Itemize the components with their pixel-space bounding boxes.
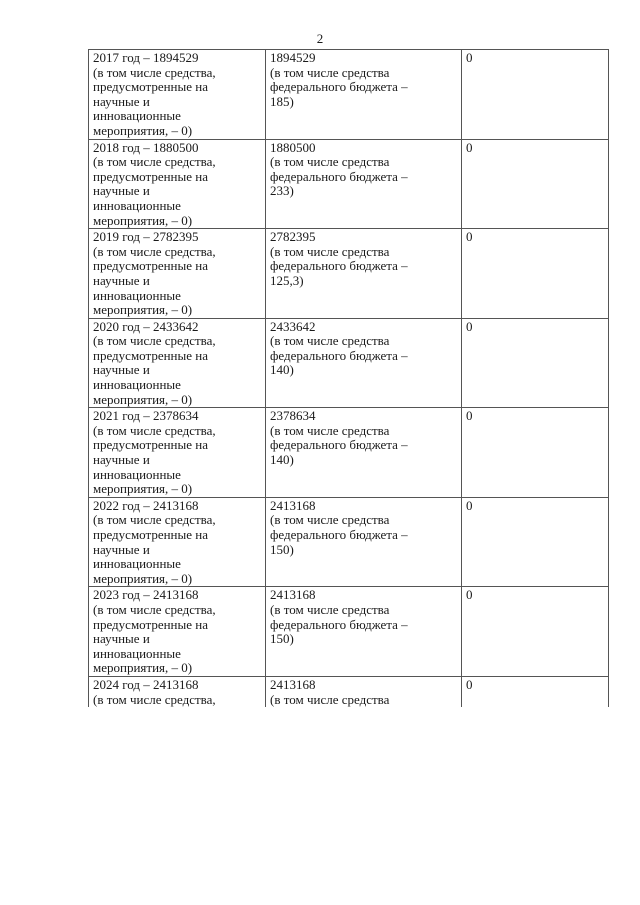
cell-text-line: инновационные <box>93 645 181 661</box>
cell-text-line: инновационные <box>93 466 181 482</box>
cell-text-line: 125,3) <box>270 272 304 288</box>
cell-text-line: инновационные <box>93 556 181 572</box>
year-total-cell <box>89 139 266 229</box>
cell-text-line: 0 <box>466 408 473 424</box>
cell-text-line: (в том числе средства <box>270 422 390 438</box>
regional-budget-cell <box>266 229 462 319</box>
budget-table-body <box>89 50 609 708</box>
cell-text-line: инновационные <box>93 108 181 124</box>
page-number: 2 <box>316 31 324 46</box>
cell-text-line: 0 <box>466 139 473 155</box>
year-total-cell <box>89 408 266 498</box>
cell-text-line: мероприятия, – 0) <box>93 302 193 318</box>
other-sources-cell <box>462 318 609 408</box>
budget-table <box>88 49 609 707</box>
cell-text-line: 2021 год – 2378634 <box>93 408 199 424</box>
cell-text-line: предусмотренные на <box>93 347 209 363</box>
cell-text-line: (в том числе средства, <box>93 154 216 170</box>
cell-text-line: (в том числе средства, <box>93 243 216 259</box>
year-total-cell <box>89 50 266 140</box>
table-row <box>89 318 609 408</box>
cell-text-line: мероприятия, – 0) <box>93 481 193 497</box>
cell-text-line: предусмотренные на <box>93 616 209 632</box>
cell-text-line: научные и <box>93 541 150 557</box>
other-sources-cell <box>462 408 609 498</box>
cell-text-line: инновационные <box>93 287 181 303</box>
cell-text-line: 140) <box>270 362 294 378</box>
cell-text-line: мероприятия, – 0) <box>93 570 193 586</box>
cell-text-line: 185) <box>270 93 294 109</box>
cell-text-line: предусмотренные на <box>93 527 209 542</box>
cell-text-line: (в том числе средства <box>270 243 390 259</box>
cell-text-line: (в том числе средства, <box>93 64 216 80</box>
other-sources-cell <box>462 497 609 587</box>
cell-text-line: 0 <box>466 229 473 245</box>
table-row <box>89 50 609 140</box>
cell-text-line: (в том числе средства, <box>93 601 216 617</box>
cell-text-line: (в том числе средства <box>270 512 390 528</box>
cell-text-line: 0 <box>466 497 473 513</box>
regional-budget-cell <box>266 676 462 707</box>
cell-text-line: предусмотренные на <box>93 79 209 95</box>
cell-text-line: 233) <box>270 183 294 199</box>
regional-budget-cell <box>266 318 462 408</box>
cell-text-line: научные и <box>93 631 150 647</box>
cell-text-line: 1880500 <box>270 139 316 155</box>
cell-text-line: 2024 год – 2413168 <box>93 676 199 692</box>
cell-text-line: мероприятия, – 0) <box>93 391 193 407</box>
other-sources-cell <box>462 139 609 229</box>
cell-text-line: инновационные <box>93 197 181 213</box>
cell-text-line: федерального бюджета – <box>270 437 408 453</box>
other-sources-cell <box>462 229 609 319</box>
cell-text-line: (в том числе средства <box>270 691 390 707</box>
cell-text-line: федерального бюджета – <box>270 616 408 632</box>
cell-text-line: 0 <box>466 587 473 603</box>
regional-budget-cell <box>266 497 462 587</box>
cell-text-line: федерального бюджета – <box>270 527 408 542</box>
cell-text-line: предусмотренные на <box>93 168 209 184</box>
table-row <box>89 497 609 587</box>
cell-text-line: 150) <box>270 541 294 557</box>
regional-budget-cell <box>266 408 462 498</box>
cell-text-line: научные и <box>93 362 150 378</box>
cell-text-line: 2018 год – 1880500 <box>93 139 199 155</box>
cell-text-line: научные и <box>93 93 150 109</box>
cell-text-line: 2782395 <box>270 229 316 245</box>
year-total-cell <box>89 497 266 587</box>
cell-text-line: (в том числе средства, <box>93 422 216 438</box>
cell-text-line: 2020 год – 2433642 <box>93 318 199 334</box>
year-total-cell <box>89 229 266 319</box>
cell-text-line: 2413168 <box>270 676 316 692</box>
cell-text-line: 2413168 <box>270 497 316 513</box>
year-total-cell <box>89 318 266 408</box>
cell-text-line: (в том числе средства, <box>93 512 216 528</box>
regional-budget-cell <box>266 50 462 140</box>
cell-text-line: 0 <box>466 50 473 65</box>
cell-text-line: 2023 год – 2413168 <box>93 587 199 603</box>
regional-budget-cell <box>266 139 462 229</box>
cell-text-line: научные и <box>93 272 150 288</box>
cell-text-line: мероприятия, – 0) <box>93 660 193 676</box>
cell-text-line: (в том числе средства <box>270 64 390 80</box>
cell-text-line: федерального бюджета – <box>270 168 408 184</box>
cell-text-line: федерального бюджета – <box>270 79 408 95</box>
cell-text-line: мероприятия, – 0) <box>93 122 193 138</box>
regional-budget-cell <box>266 587 462 677</box>
table-row <box>89 587 609 677</box>
cell-text-line: инновационные <box>93 377 181 393</box>
year-total-cell <box>89 676 266 707</box>
cell-text-line: 2019 год – 2782395 <box>93 229 199 245</box>
cell-text-line: предусмотренные на <box>93 437 209 453</box>
cell-text-line: (в том числе средства, <box>93 691 216 707</box>
cell-text-line: мероприятия, – 0) <box>93 212 193 228</box>
cell-text-line: научные и <box>93 452 150 468</box>
cell-text-line: (в том числе средства <box>270 333 390 349</box>
other-sources-cell <box>462 676 609 707</box>
cell-text-line: федерального бюджета – <box>270 258 408 274</box>
cell-text-line: 0 <box>466 676 473 692</box>
table-row <box>89 676 609 707</box>
cell-text-line: 2022 год – 2413168 <box>93 497 199 513</box>
cell-text-line: (в том числе средства <box>270 601 390 617</box>
cell-text-line: (в том числе средства, <box>93 333 216 349</box>
cell-text-line: (в том числе средства <box>270 154 390 170</box>
cell-text-line: 150) <box>270 631 294 647</box>
year-total-cell <box>89 587 266 677</box>
cell-text-line: 2413168 <box>270 587 316 603</box>
cell-text-line: предусмотренные на <box>93 258 209 274</box>
table-row <box>89 229 609 319</box>
cell-text-line: 1894529 <box>270 50 316 65</box>
cell-text-line: 0 <box>466 318 473 334</box>
other-sources-cell <box>462 587 609 677</box>
cell-text-line: 140) <box>270 452 294 468</box>
cell-text-line: 2433642 <box>270 318 316 334</box>
table-row <box>89 408 609 498</box>
cell-text-line: 2378634 <box>270 408 316 424</box>
cell-text-line: федерального бюджета – <box>270 347 408 363</box>
other-sources-cell <box>462 50 609 140</box>
table-row <box>89 139 609 229</box>
cell-text-line: научные и <box>93 183 150 199</box>
cell-text-line: 2017 год – 1894529 <box>93 50 199 65</box>
